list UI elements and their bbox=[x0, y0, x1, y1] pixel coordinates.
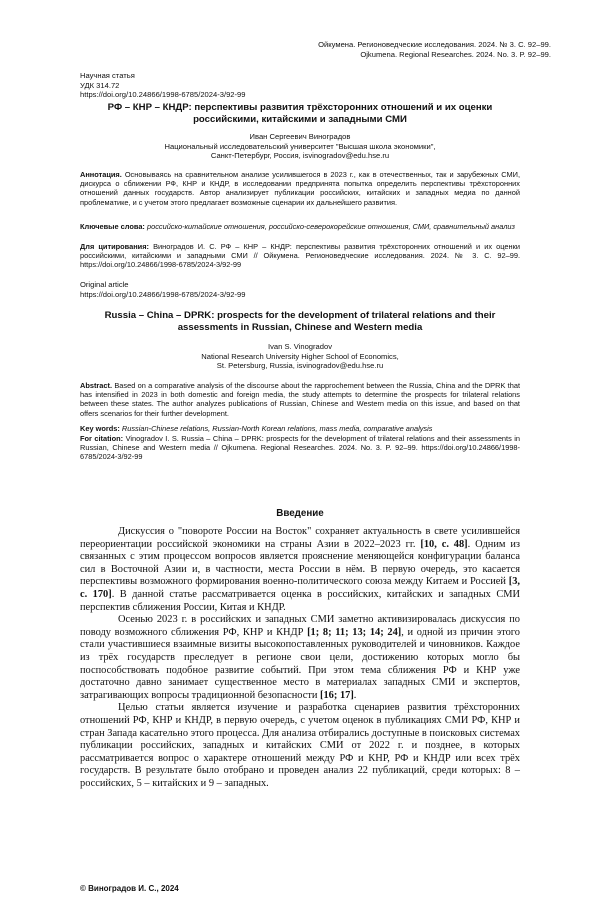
en-author-block bbox=[80, 342, 520, 371]
intro-p2-text-a: Осенью 2023 г. в российских и западных СМИ заметно активизировалась дискуссия по поводу возможного сближения РФ, КНР и КНДР bbox=[80, 614, 520, 638]
ru-affiliation: Национальный исследовательский университет "Высшая школа экономики", bbox=[164, 141, 436, 151]
journal-ru: Ойкумена. Регионоведческие исследования. 2024. № 3. С. 92–99. bbox=[318, 40, 551, 49]
en-citation bbox=[80, 434, 520, 462]
citation-ref: [3, с. 170] bbox=[80, 576, 520, 600]
intro-body bbox=[80, 526, 520, 790]
en-citation-text: Vinogradov I. S. Russia – China – DPRK: prospects for the development of trilateral relations and their assessments in Russian, Chinese and Western media // Ojkumena. Regional Researches. 2024. No. 3. P. 92–99. https://doi.org/10.24866/1998-6785/2024-3/92-99 bbox=[80, 434, 520, 462]
intro-p1-text-b: . Одним из связанных с этим процессом вопросов является прояснение меняющейся конфигурации баланса сил в Восточной Азии и, в частности, места России в нём. В первую очередь, это касается перспективы возможного формирования военно-политического союза между Китаем и Россией bbox=[80, 538, 520, 588]
en-keywords bbox=[80, 424, 520, 433]
ru-author: Иван Сергеевич Виноградов bbox=[249, 132, 351, 141]
ru-keywords-text: российско-китайские отношения, российско-северокорейские отношения, СМИ, сравнительный анализ bbox=[146, 222, 515, 231]
intro-paragraph-3: Целью статьи является изучение и разработка сценариев развития трёхсторонних отношений РФ, КНР и КНДР, в первую очередь, с учетом оценок в публикациях СМИ РФ, КНР и стран Запада касательно этого процесса. Для анализа отбирались доступные в поисковых системах публикации российских, западных и китайских СМИ от 2022 г. и позднее, в которых рассматривается вопрос о характере отношений между РФ и КНР, РФ и КНДР или всех трёх государств. В результате было отобрано и проведен анализ 22 публикаций, среди которых: 8 – российских, 5 – китайских и 9 – западных. bbox=[80, 702, 520, 789]
en-keywords-text: Russian-Chinese relations, Russian-North Korean relations, mass media, comparative analysis bbox=[121, 424, 433, 433]
en-title: Russia – China – DPRK: prospects for the development of trilateral relations and their assessments in Russian, Chinese and Western media bbox=[104, 310, 496, 333]
ru-keywords bbox=[80, 222, 520, 231]
journal-en: Ojkumena. Regional Researches. 2024. No. 3. P. 92–99. bbox=[360, 50, 551, 59]
ru-meta bbox=[80, 71, 246, 100]
intro-p1-text-a: Дискуссия о "повороте России на Восток" сохраняет актуальность в свете усилившейся переориентации российской экономики на страны Азии в 2022–2023 гг. bbox=[80, 526, 520, 550]
ru-author-block bbox=[80, 132, 520, 161]
ru-abstract-label: Аннотация. bbox=[80, 170, 122, 179]
citation-ref: [1; 8; 11; 13; 14; 24] bbox=[307, 626, 402, 638]
en-abstract-text: Based on a comparative analysis of the discourse about the rapprochement between the Russia, China and the DPRK that has intensified in 2023 in both domestic and foreign media, the study attempts to determine the prospects for trilateral relations between these states. The author analyzes publications of Russian, Chinese and Western media on this issue, and based on that offers scenarios for their further development. bbox=[80, 381, 520, 418]
ru-citation bbox=[80, 242, 520, 270]
intro-p1-text-c: . В данной статье рассматривается оценка в российских, китайских и западных СМИ перспектив сближения России, Китая и КНДР. bbox=[80, 588, 520, 613]
ru-keywords-label: Ключевые слова: bbox=[80, 222, 145, 231]
en-meta bbox=[80, 280, 246, 299]
ru-citation-label: Для цитирования: bbox=[80, 242, 149, 251]
intro-p2-text-c: . bbox=[353, 689, 357, 701]
ru-affiliation-city: Санкт-Петербург, Россия, isvinogradov@edu.hse.ru bbox=[210, 151, 390, 161]
intro-heading: Введение bbox=[276, 508, 324, 519]
en-keywords-label: Key words: bbox=[80, 424, 120, 433]
ru-abstract bbox=[80, 170, 520, 207]
ru-title: РФ – КНР – КНДР: перспективы развития трёхсторонних отношений и их оценки российскими, китайскими и западными СМИ bbox=[107, 102, 493, 125]
citation-ref: [16; 17] bbox=[320, 689, 354, 701]
citation-ref: [10, с. 48] bbox=[420, 538, 468, 550]
en-abstract-label: Abstract. bbox=[80, 381, 113, 390]
en-doi[interactable]: https://doi.org/10.24866/1998-6785/2024-3/92-99 bbox=[80, 289, 246, 299]
en-citation-label: For citation: bbox=[80, 434, 124, 443]
en-affiliation-city: St. Petersburg, Russia, isvinogradov@edu.hse.ru bbox=[216, 361, 384, 371]
ru-udc: УДК 314.72 bbox=[80, 80, 120, 90]
en-abstract bbox=[80, 381, 520, 418]
en-affiliation: National Research University Higher School of Economics, bbox=[201, 351, 399, 361]
ru-doi[interactable]: https://doi.org/10.24866/1998-6785/2024-3/92-99 bbox=[80, 90, 246, 100]
journal-header bbox=[318, 40, 551, 60]
intro-paragraph-2 bbox=[80, 614, 520, 702]
intro-paragraph-1 bbox=[80, 526, 520, 614]
intro-p2-text-b: , и одной из причин этого стали участившиеся взаимные визиты высокопоставленных руководителей и чиновников. Каждое из трёх государств преследует в регионе свои цели, достижению которых могло бы поспособствовать подобное развитие событий. При этом тема сближения РФ и КНР уже достаточно давно занимает существенное место в материалах западных СМИ и экспертов, затрагивающих вопросы традиционной безопасности bbox=[80, 626, 521, 701]
ru-article-type: Научная статья bbox=[80, 71, 135, 80]
en-author: Ivan S. Vinogradov bbox=[267, 342, 333, 351]
ru-citation-text: Виноградов И. С. РФ – КНР – КНДР: перспективы развития трёхсторонних отношений и их оценки российскими, китайскими и западными СМИ // Ойкумена. Регионоведческие исследования. 2024. № 3. С. 92–99. https://doi.org/10.24866/1998-6785/2024-3/92-99 bbox=[80, 242, 520, 270]
ru-abstract-text: Основываясь на сравнительном анализе усилившегося в 2023 г., как в отечественных, так и зарубежных СМИ, дискурса о сближении РФ, КНР и КНДР, в исследовании предпринята попытка определить перспективы трёхсторонних отношений данных государств. Автор анализирует публикации российских, китайских и западных медиа по данной проблематике, и с учетом этого предлагает возможные сценарии их дальнейшего развития. bbox=[80, 170, 521, 207]
en-article-type: Original article bbox=[80, 280, 129, 289]
copyright-footer: © Виноградов И. С., 2024 bbox=[80, 884, 179, 893]
